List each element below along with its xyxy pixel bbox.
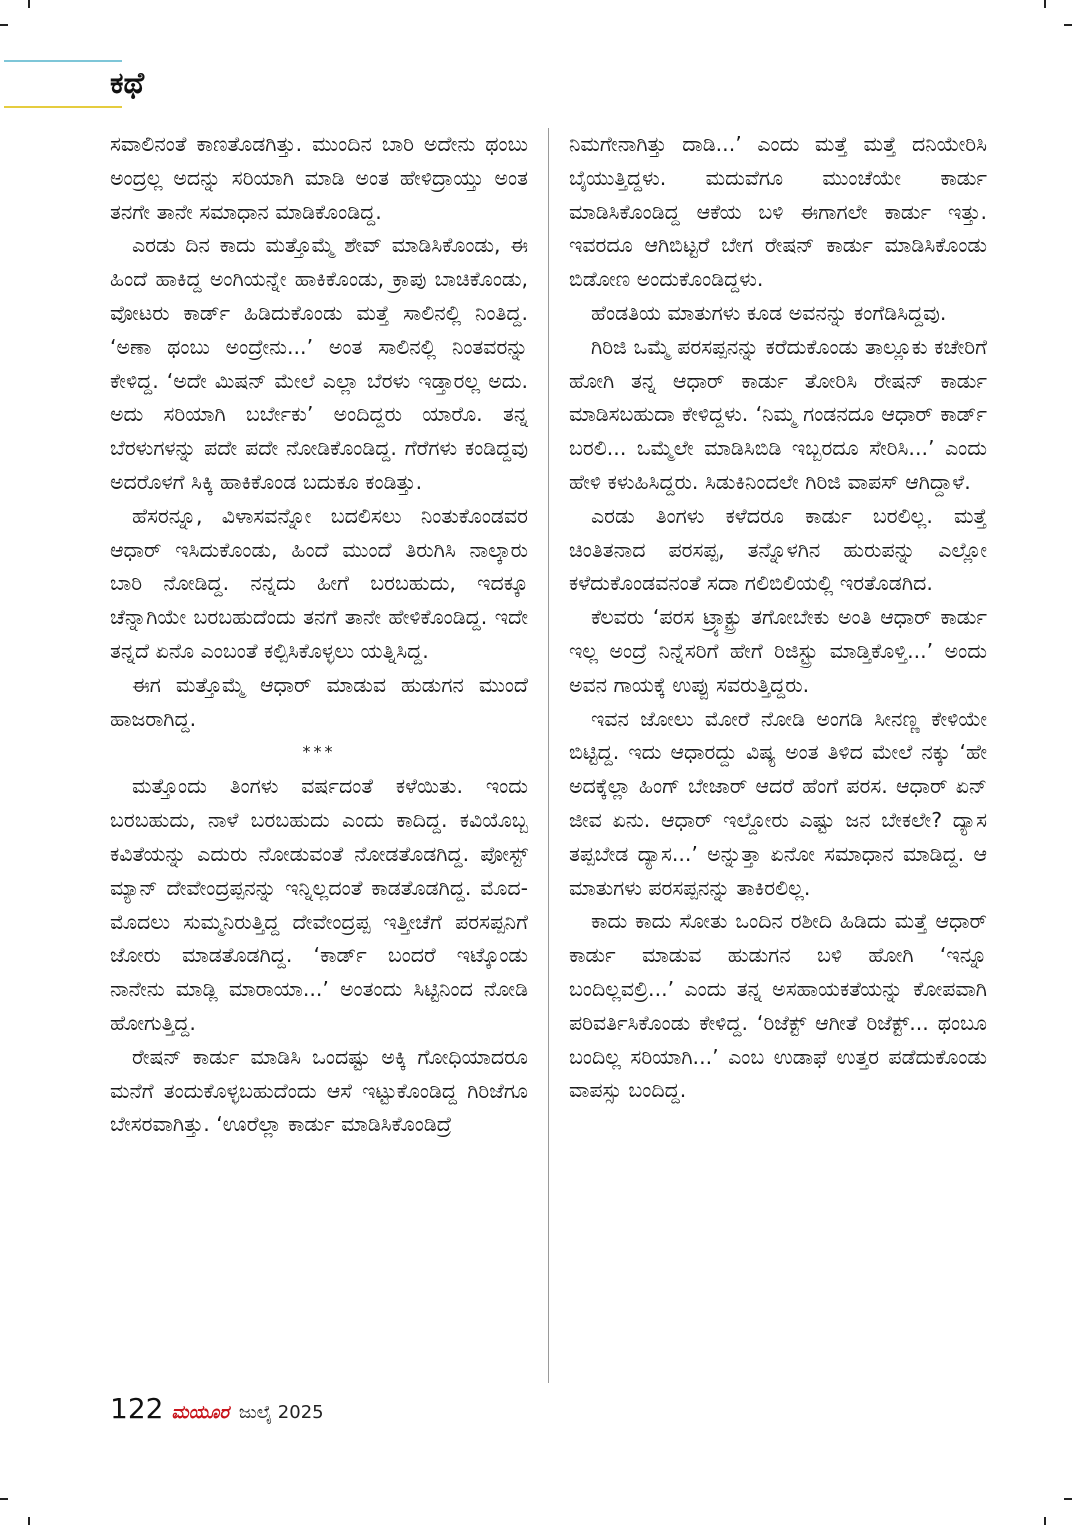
paragraph: ಗಿರಿಜಿ ಒಮ್ಮೆ ಪರಸಪ್ಪನನ್ನು ಕರೆದುಕೊಂಡು ತಾಲ್ಲೂಕು ಕಚೇರಿಗೆ ಹೋಗಿ ತನ್ನ ಆಧಾರ್ ಕಾರ್ಡು ತೋರಿಸಿ ರೇಷನ್ ಕಾರ್ಡು ಮಾಡಿಸಬಹುದಾ ಕೇಳಿದ್ದಳು. ‘ನಿಮ್ಮ ಗಂಡನದೂ ಆಧಾರ್ ಕಾರ್ಡ್ ಬರಲಿ... ಒಮ್ಮೆಲೇ ಮಾಡಿಸಿಬಿಡಿ ಇಬ್ಬರದೂ ಸೇರಿಸಿ...’ ಎಂದು ಹೇಳಿ ಕಳುಹಿಸಿದ್ದರು. ಸಿಡುಕಿನಿಂದಲೇ ಗಿರಿಜಿ ವಾಪಸ್ ಆಗಿದ್ದಾಳೆ. (569, 334, 987, 494)
paragraph: ಎರಡು ದಿನ ಕಾದು ಮತ್ತೊಮ್ಮೆ ಶೇವ್ ಮಾಡಿಸಿಕೊಂಡು, ಈ ಹಿಂದೆ ಹಾಕಿದ್ದ ಅಂಗಿಯನ್ನೇ ಹಾಕಿಕೊಂಡು, ಕ್ರಾಪು ಬಾಚಿಕೊಂಡು, ವೋಟರು ಕಾರ್ಡ್ ಹಿಡಿದುಕೊಂಡು ಮತ್ತೆ ಸಾಲಿನಲ್ಲಿ ನಿಂತಿದ್ದ. ‘ಅಣಾ ಥಂಬು ಅಂದ್ರೇನು...’ ಅಂತ ಸಾಲಿನಲ್ಲಿ ನಿಂತವರನ್ನು ಕೇಳಿದ್ದ. ‘ಅದೇ ಮಿಷನ್ ಮೇಲೆ ಎಲ್ಲಾ ಬೆರಳು ಇಡ್ತಾರಲ್ಲ ಅದು. ಅದು ಸರಿಯಾಗಿ ಬರ್ಬೇಕು’ ಅಂದಿದ್ದರು ಯಾರೊ. ತನ್ನ ಬೆರಳುಗಳನ್ನು ಪದೇ ಪದೇ ನೋಡಿಕೊಂಡಿದ್ದ. ಗೆರೆಗಳು ಕಂಡಿದ್ದವು ಅದರೊಳಗೆ ಸಿಕ್ಕಿ ಹಾಕಿಕೊಂಡ ಬದುಕೂ ಕಂಡಿತ್ತು. (110, 233, 528, 494)
paragraph: ಕಾದು ಕಾದು ಸೋತು ಒಂದಿನ ರಶೀದಿ ಹಿಡಿದು ಮತ್ತೆ ಆಧಾರ್ ಕಾರ್ಡು ಮಾಡುವ ಹುಡುಗನ ಬಳಿ ಹೋಗಿ ‘ಇನ್ನೂ ಬಂದಿಲ್ಲವಲ್ರಿ...’ ಎಂದು ತನ್ನ ಅಸಹಾಯಕತೆಯನ್ನು ಕೋಪವಾಗಿ ಪರಿವರ್ತಿಸಿಕೊಂಡು ಕೇಳಿದ್ದ. ‘ರಿಜೆಕ್ಟ್ ಆಗೀತೆ ರಿಜೆಕ್ಟ್... ಥಂಬೂ ಬಂದಿಲ್ಲ ಸರಿಯಾಗಿ...’ ಎಂಬ ಉಡಾಫೆ ಉತ್ತರ ಪಡೆದುಕೊಂಡು ವಾಪಸ್ಸು ಬಂದಿದ್ದ. (569, 909, 987, 1103)
header-rule-bottom (4, 106, 122, 108)
header-rule-top (4, 60, 122, 62)
paragraph: ಈಗ ಮತ್ತೊಮ್ಮೆ ಆಧಾರ್ ಮಾಡುವ ಹುಡುಗನ ಮುಂದೆ ಹಾಜರಾಗಿದ್ದ. (110, 672, 528, 731)
left-column (110, 128, 528, 1142)
column-divider (548, 128, 549, 1383)
paragraph: ಮತ್ತೊಂದು ತಿಂಗಳು ವರ್ಷದಂತೆ ಕಳೆಯಿತು. ಇಂದು ಬರಬಹುದು, ನಾಳೆ ಬರಬಹುದು ಎಂದು ಕಾದಿದ್ದ. ಕವಿಯೊಬ್ಬ ಕವಿತೆಯನ್ನು ಎದುರು ನೋಡುವಂತೆ ನೋಡತೊಡಗಿದ್ದ. ಪೋಸ್ಟ್ ಮ್ಯಾನ್ ದೇವೇಂದ್ರಪ್ಪನನ್ನು ಇನ್ನಿಲ್ಲದಂತೆ ಕಾಡತೊಡಗಿದ್ದ. ಮೊದ-ಮೊದಲು ಸುಮ್ಮನಿರುತ್ತಿದ್ದ ದೇವೇಂದ್ರಪ್ಪ ಇತ್ತೀಚೆಗೆ ಪರಸಪ್ಪನಿಗೆ ಜೋರು ಮಾಡತೊಡಗಿದ್ದ. ‘ಕಾರ್ಡ್ ಬಂದರೆ ಇಟ್ಕೊಂಡು ನಾನೇನು ಮಾಡ್ಲಿ ಮಾರಾಯಾ...’ ಅಂತಂದು ಸಿಟ್ಟಿನಿಂದ ನೋಡಿ ಹೋಗುತ್ತಿದ್ದ. (110, 774, 528, 1035)
paragraph: ಇವನ ಜೋಲು ಮೋರೆ ನೋಡಿ ಅಂಗಡಿ ಸೀನಣ್ಣ ಕೇಳಿಯೇ ಬಿಟ್ಟಿದ್ದ. ಇದು ಆಧಾರದ್ದು ವಿಷ್ಯ ಅಂತ ತಿಳಿದ ಮೇಲೆ ನಕ್ಕು ‘ಹೇ ಅದಕ್ಕೆಲ್ಲಾ ಹಿಂಗ್ ಬೇಜಾರ್ ಆದರೆ ಹೆಂಗೆ ಪರಸ. ಆಧಾರ್ ಏನ್ ಜೀವ ಏನು. ಆಧಾರ್ ಇಲ್ದೋರು ಎಷ್ಟು ಜನ ಬೇಕಲೇ? ದ್ಯಾಸ ತಪ್ಪಬೇಡ ದ್ಯಾಸ...’ ಅನ್ನುತ್ತಾ ಏನೋ ಸಮಾಧಾನ ಮಾಡಿದ್ದ. ಆ ಮಾತುಗಳು ಪರಸಪ್ಪನನ್ನು ತಾಕಿರಲಿಲ್ಲ. (569, 706, 987, 900)
issue-date: ಜುಲೈ 2025 (238, 1402, 324, 1423)
section-separator: *** (302, 742, 336, 762)
crop-mark (0, 1498, 8, 1500)
paragraph: ನಿಮಗೇನಾಗಿತ್ತು ದಾಡಿ...’ ಎಂದು ಮತ್ತೆ ಮತ್ತೆ ದನಿಯೇರಿಸಿ ಬೈಯುತ್ತಿದ್ದಳು. ಮದುವೆಗೂ ಮುಂಚೆಯೇ ಕಾರ್ಡು ಮಾಡಿಸಿಕೊಂಡಿದ್ದ ಆಕೆಯ ಬಳಿ ಈಗಾಗಲೇ ಕಾರ್ಡು ಇತ್ತು. ಇವರದೂ ಆಗಿಬಿಟ್ಟರೆ ಬೇಗ ರೇಷನ್ ಕಾರ್ಡು ಮಾಡಿಸಿಕೊಂಡು ಬಿಡೋಣ ಅಂದುಕೊಂಡಿದ್ದಳು. (569, 132, 987, 292)
magazine-logo: ಮಯೂರ (171, 1402, 229, 1423)
crop-mark (1064, 1498, 1072, 1500)
crop-mark (1064, 24, 1072, 26)
paragraph: ಎರಡು ತಿಂಗಳು ಕಳೆದರೂ ಕಾರ್ಡು ಬರಲಿಲ್ಲ. ಮತ್ತೆ ಚಿಂತಿತನಾದ ಪರಸಪ್ಪ, ತನ್ನೊಳಗಿನ ಹುರುಪನ್ನು ಎಲ್ಲೋ ಕಳೆದುಕೊಂಡವನಂತೆ ಸದಾ ಗಲಿಬಿಲಿಯಲ್ಲಿ ಇರತೊಡಗಿದ. (569, 503, 987, 596)
paragraph: ಹೆಸರನ್ನೂ, ವಿಳಾಸವನ್ನೋ ಬದಲಿಸಲು ನಿಂತುಕೊಂಡವರ ಆಧಾರ್ ಇಸಿದುಕೊಂಡು, ಹಿಂದೆ ಮುಂದೆ ತಿರುಗಿಸಿ ನಾಲ್ಕಾರು ಬಾರಿ ನೋಡಿದ್ದ. ನನ್ನದು ಹೀಗೆ ಬರಬಹುದು, ಇದಕ್ಕೂ ಚೆನ್ನಾಗಿಯೇ ಬರಬಹುದೆಂದು ತನಗೆ ತಾನೇ ಹೇಳಿಕೊಂಡಿದ್ದ. ಇದೇ ತನ್ನದೆ ಏನೊ ಎಂಬಂತೆ ಕಲ್ಪಿಸಿಕೊಳ್ಳಲು ಯತ್ನಿಸಿದ್ದ. (110, 503, 528, 663)
paragraph: ಹೆಂಡತಿಯ ಮಾತುಗಳು ಕೂಡ ಅವನನ್ನು ಕಂಗೆಡಿಸಿದ್ದವು. (591, 300, 947, 325)
crop-mark (28, 0, 30, 8)
page-number: 122 (110, 1392, 164, 1425)
right-column (569, 128, 987, 1108)
paragraph: ಸವಾಲಿನಂತೆ ಕಾಣತೊಡಗಿತ್ತು. ಮುಂದಿನ ಬಾರಿ ಅದೇನು ಥಂಬು ಅಂದ್ರಲ್ಲ ಅದನ್ನು ಸರಿಯಾಗಿ ಮಾಡಿ ಅಂತ ಹೇಳಿದ್ರಾಯ್ತು ಅಂತ ತನಗೇ ತಾನೇ ಸಮಾಧಾನ ಮಾಡಿಕೊಂಡಿದ್ದ. (110, 132, 528, 224)
paragraph: ಕೆಲವರು ‘ಪರಸ ಟ್ರ್ಯಾಕ್ಟ್ರು ತಗೋಬೇಕು ಅಂತಿ ಆಧಾರ್ ಕಾರ್ಡು ಇಲ್ಲ ಅಂದ್ರೆ ನಿನ್ನೆಸರಿಗೆ ಹೇಗೆ ರಿಜಿಸ್ಟ್ರು ಮಾಡ್ತಿಕೊಳ್ತಿ...’ ಅಂದು ಅವನ ಗಾಯಕ್ಕೆ ಉಪ್ಪು ಸವರುತ್ತಿದ್ದರು. (569, 605, 987, 697)
section-label: ಕಥೆ (110, 66, 145, 101)
page-footer (110, 1392, 324, 1428)
crop-mark (28, 1517, 30, 1525)
paragraph: ರೇಷನ್ ಕಾರ್ಡು ಮಾಡಿಸಿ ಒಂದಷ್ಟು ಅಕ್ಕಿ ಗೋಧಿಯಾದರೂ ಮನೆಗೆ ತಂದುಕೊಳ್ಳಬಹುದೆಂದು ಆಸೆ ಇಟ್ಟುಕೊಂಡಿದ್ದ ಗಿರಿಜೆಗೂ ಬೇಸರವಾಗಿತ್ತು. ‘ಊರೆಲ್ಲಾ ಕಾರ್ಡು ಮಾಡಿಸಿಕೊಂಡಿದ್ರೆ (110, 1044, 528, 1137)
crop-mark (1044, 0, 1046, 8)
crop-mark (1044, 1517, 1046, 1525)
crop-mark (0, 24, 8, 26)
